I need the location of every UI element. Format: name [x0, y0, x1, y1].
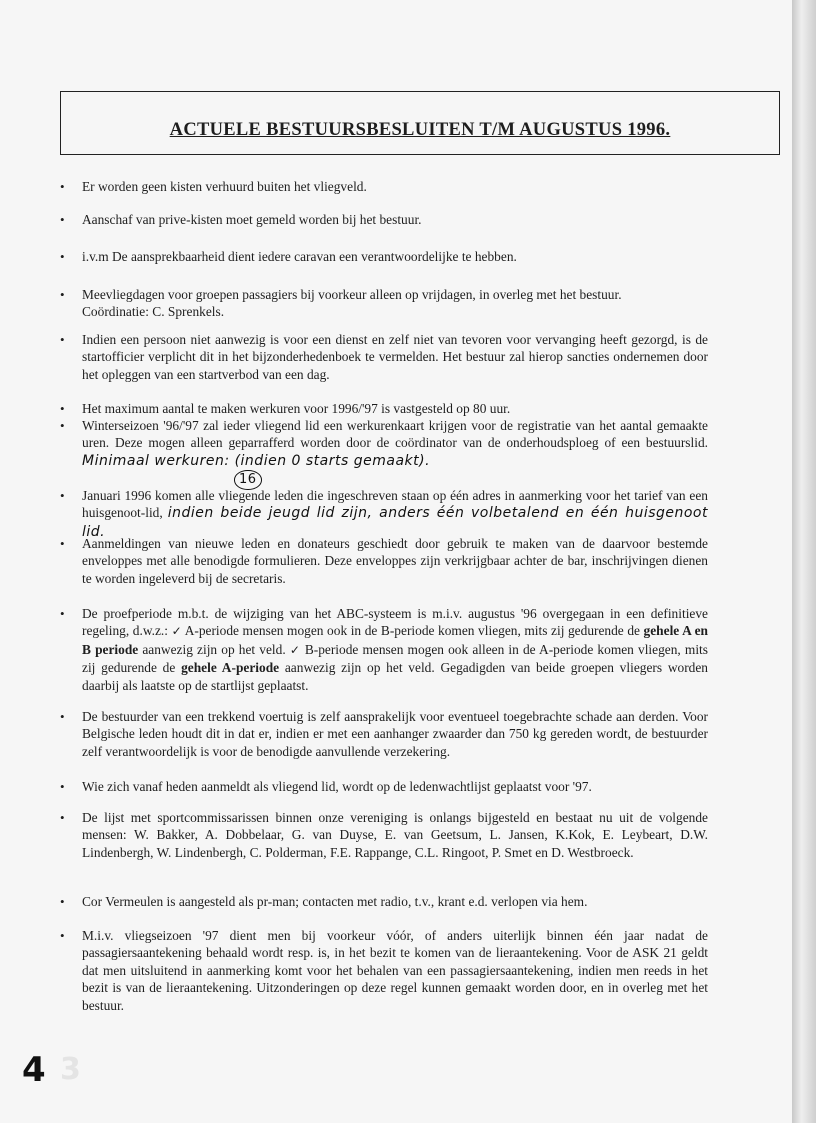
bullet-icon: • [60, 179, 65, 194]
abc-a-pre: A-periode mensen mogen ook in de B-periode komen vliegen, mits zij gedurende de [184, 623, 644, 639]
item-text: Winterseizoen '96/'97 zal ieder vliegend lid een werkurenkaart krijgen voor de registratie van het aantal gemaakte uren. Deze mogen alleen geparrafferd worden door de coördinator van de onderhoudsploeg of een bestuurslid. [82, 418, 708, 451]
page-number: 4 [22, 1050, 46, 1090]
bullet-icon: • [60, 779, 65, 794]
item-text: Januari 1996 komen alle vliegende leden die ingeschreven staan op één adres in aanmerking voor het tarief van een huisgenoot-lid, [82, 488, 708, 521]
item-text: Er worden geen kisten verhuurd buiten het vliegveld. [82, 179, 367, 194]
item-text: De bestuurder van een trekkend voertuig is zelf aansprakelijk voor eventueel toegebrachte schade aan derden. Voor Belgische leden houdt dit in dat er, indien er met een aanhanger zwaarder dan 750 kg gereden wordt, de bestuurder zelf verantwoordelijk is voor de benodigde aanvullende verzekering. [82, 709, 708, 759]
list-item-11 [56, 708, 708, 760]
item-text: Indien een persoon niet aanwezig is voor een dienst en zelf niet van tevoren voor vervanging heeft gezorgd, is de startofficier verplicht dit in het bijzonderhedenboek te vermelden. Het bestuur zal hierop sancties ondernemen door het opleggen van een startverbod van een dag. [82, 332, 708, 382]
bullet-icon: • [60, 928, 65, 943]
bullet-icon: • [60, 332, 65, 347]
check-icon: ✓ [171, 624, 182, 639]
list-item-5 [56, 331, 708, 383]
abc-a-bold: gehele A en B periode [82, 623, 708, 657]
bullet-icon: • [60, 249, 65, 264]
bullet-icon: • [60, 488, 65, 503]
list-item-9 [56, 535, 708, 587]
abc-intro: De proefperiode m.b.t. de wijziging van het ABC-systeem is m.i.v. augustus '96 overgegaan in een definitieve regeling, d.w.z.: [82, 606, 708, 639]
item-text: De lijst met sportcommissarissen binnen onze vereniging is onlangs bijgesteld en bestaat nu uit de volgende mensen: W. Bakker, A. Dobbelaar, G. van Duyse, E. van Geetsum, L. Jansen, K.Kok, E. Leybeart, D.W. Lindenbergh, W. Lindenbergh, C. Polderman, F.E. Rappange, C.L. Ringoot, P. Smet en D. Westbroeck. [82, 810, 708, 860]
bullet-icon: • [60, 709, 65, 724]
bullet-icon: • [60, 212, 65, 227]
list-item-2 [56, 211, 422, 228]
page-title: ACTUELE BESTUURSBESLUITEN T/M AUGUSTUS 1996. [169, 119, 671, 140]
list-item-6 [56, 400, 510, 417]
bullet-icon: • [60, 536, 65, 551]
abc-b-bold: gehele A-periode [181, 660, 280, 676]
bullet-icon: • [60, 401, 65, 416]
bullet-icon: • [60, 606, 65, 621]
item-text: Meevliegdagen voor groepen passagiers bij voorkeur alleen op vrijdagen, in overleg met het bestuur. [82, 287, 622, 302]
handwritten-note: indien beide jeugd lid zijn, anders één volbetalend en één huisgenoot lid. [82, 505, 708, 540]
list-item-7 [56, 417, 708, 490]
list-item-12 [56, 778, 592, 795]
page-edge [792, 0, 816, 1123]
abc-b-pre: B-periode mensen mogen ook alleen in de A-periode komen vliegen, mits zij gedurende de [82, 641, 708, 676]
bullet-icon: • [60, 287, 65, 302]
list-item-1 [56, 178, 367, 195]
abc-a-post: aanwezig zijn op het veld. [138, 641, 286, 657]
item-text-line2: Coördinatie: C. Sprenkels. [82, 304, 225, 320]
list-item-14 [56, 893, 587, 910]
handwritten-note: Minimaal werkuren: (indien 0 starts gemaakt). [82, 452, 431, 469]
list-item-8 [56, 487, 708, 541]
handwritten-circled-number: 16 [234, 470, 262, 489]
bullet-icon: • [60, 894, 65, 909]
item-text: Het maximum aantal te maken werkuren voor 1996/'97 is vastgesteld op 80 uur. [82, 401, 511, 416]
item-text: Aanmeldingen van nieuwe leden en donateurs geschiedt door gebruik te maken van de daarvoor bestemde enveloppes met alle benodigde formulieren. Deze enveloppes zijn verkrijgbaar achter de bar, inschrijvingen dienen te worden ingeleverd bij de secretaris. [82, 536, 708, 586]
bullet-icon: • [60, 810, 65, 825]
item-text: Cor Vermeulen is aangesteld als pr-man; contacten met radio, t.v., krant e.d. verlopen via hem. [82, 894, 588, 909]
item-text: Aanschaf van prive-kisten moet gemeld worden bij het bestuur. [82, 212, 422, 227]
show-through-mark: 3 [60, 1052, 81, 1087]
list-item-4 [56, 286, 622, 321]
bullet-icon: • [60, 418, 65, 433]
item-text: M.i.v. vliegseizoen '97 dient men bij voorkeur vóór, of anders uiterlijk binnen één jaar nadat de passagiersaantekening behaald wordt resp. is, in het bezit te komen van de lieraantekening. Voor de ASK 21 geldt dat men uitsluitend in aanmerking komt voor het behalen van een passagiersaantekening, indien men reeds in het bezit is van de lieraantekening. Uitzonderingen op deze regel kunnen gemaakt worden door, en in overleg met het bestuur. [82, 928, 708, 1013]
check-icon: ✓ [289, 642, 301, 657]
item-text: i.v.m De aansprekbaarheid dient iedere caravan een verantwoordelijke te hebben. [82, 249, 517, 264]
title-box [60, 91, 780, 155]
list-item-3 [56, 248, 517, 265]
list-item-15 [56, 927, 708, 1014]
list-item-13 [56, 809, 708, 861]
abc-b-post: aanwezig zijn op het veld. Gegadigden van beide groepen vliegers worden daarbij als laatste op de startlijst geplaatst. [82, 660, 708, 693]
item-text: Wie zich vanaf heden aanmeldt als vliegend lid, wordt op de ledenwachtlijst geplaatst voor '97. [82, 779, 592, 794]
list-item-10 [56, 605, 708, 694]
